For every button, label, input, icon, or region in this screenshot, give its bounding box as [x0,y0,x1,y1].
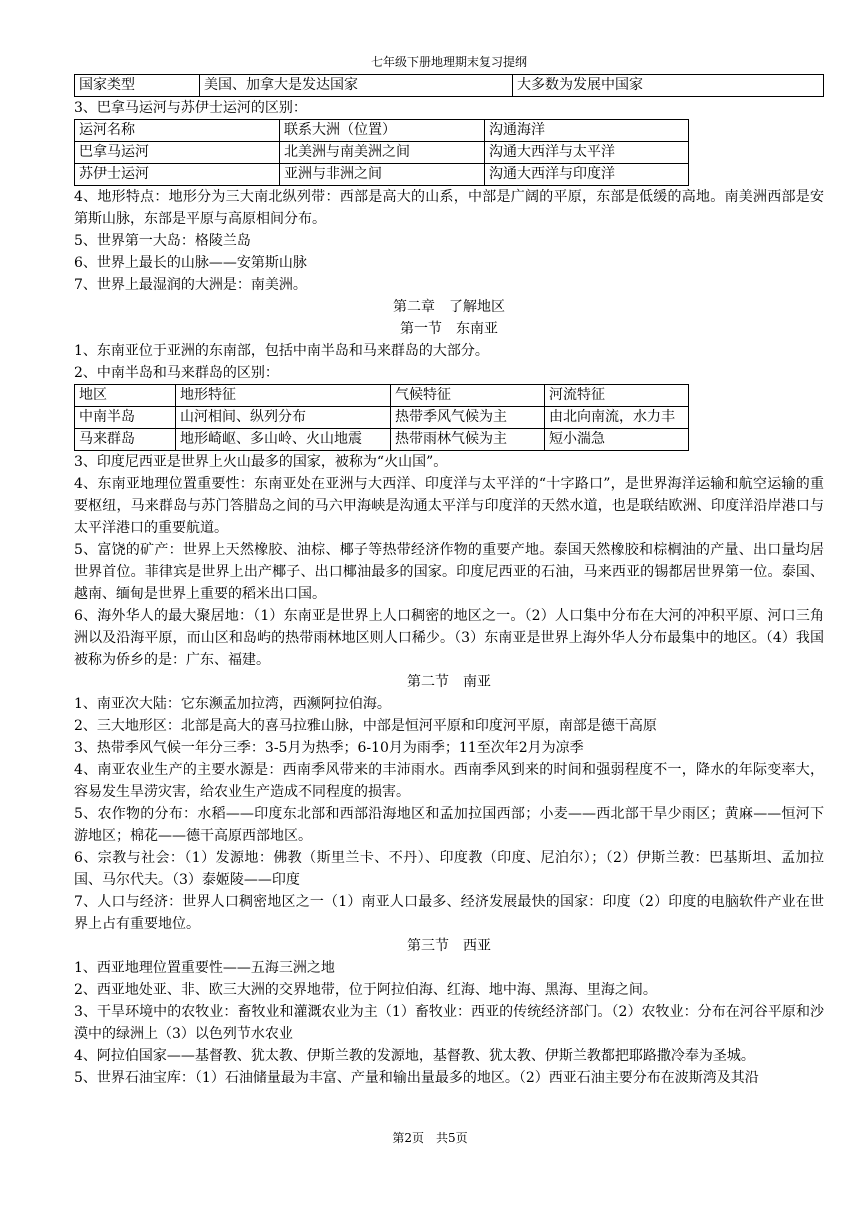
table-cell: 大多数为发展中国家 [513,75,824,97]
table-cell: 热带雨林气候为主 [391,429,545,451]
paragraph: 6、宗教与社会：（1）发源地：佛教（斯里兰卡、不丹）、印度教（印度、尼泊尔）；（2）伊斯兰教：巴基斯坦、孟加拉国、马尔代夫。（3）泰姬陵——印度 [74,850,824,888]
table-row [75,75,824,97]
table-cell: 地形崎岖、多山岭、火山地震 [176,429,391,451]
paragraph: 6、海外华人的最大聚居地：（1）东南亚是世界上人口稠密的地区之一。（2）人口集中分布在大河的冲积平原、河口三角洲以及沿海平原，而山区和岛屿的热带雨林地区则人口稀少。（3）东南亚是世界上海外华人分布最集中的地区。（4）我国被称为侨乡的是：广东、福建。 [74,608,824,668]
table-row [75,407,689,429]
table-cell: 中南半岛 [75,407,176,429]
section-title: 第一节 东南亚 [400,321,498,337]
paragraph: 4、阿拉伯国家——基督教、犹太教、伊斯兰教的发源地，基督教、犹太教、伊斯兰教都把耶路撒冷奉为圣城。 [74,1048,755,1064]
canal-table [74,119,689,186]
paragraph: 7、人口与经济：世界人口稠密地区之一（1）南亚人口最多、经济发展最快的国家：印度（2）印度的电脑软件产业在世界上占有重要地位。 [74,894,824,932]
paragraph: 2、西亚地处亚、非、欧三大洲的交界地带，位于阿拉伯海、红海、地中海、黑海、里海之间。 [74,982,657,998]
section-title: 第二节 南亚 [407,674,491,690]
table-header-cell: 地区 [75,385,176,407]
table-cell: 热带季风气候为主 [391,407,545,429]
paragraph: 1、西亚地理位置重要性——五海三洲之地 [74,960,335,976]
table-header-cell: 运河名称 [75,120,280,142]
paragraph: 5、世界石油宝库：（1）石油储量最为丰富、产量和输出量最多的地区。（2）西亚石油主要分布在波斯湾及其沿 [74,1070,759,1086]
paragraph: 7、世界上最湿润的大洲是：南美洲。 [74,277,307,293]
paragraph: 3、热带季风气候一年分三季：3-5月为热季；6-10月为雨季；11至次年2月为凉季 [74,740,584,756]
table-cell: 苏伊士运河 [75,164,280,186]
chapter-title: 第二章 了解地区 [393,299,505,315]
table-cell: 由北向南流，水力丰 [545,407,689,429]
table-header-cell: 联系大洲（位置） [280,120,485,142]
table-cell: 沟通大西洋与太平洋 [485,142,689,164]
table-cell: 山河相间、纵列分布 [176,407,391,429]
paragraph: 5、世界第一大岛：格陵兰岛 [74,233,251,249]
table-cell: 国家类型 [75,75,200,97]
paragraph: 1、东南亚位于亚洲的东南部，包括中南半岛和马来群岛的大部分。 [74,343,489,359]
table-header-cell: 河流特征 [545,385,689,407]
table-cell: 亚洲与非洲之间 [280,164,485,186]
paragraph: 3、印度尼西亚是世界上火山最多的国家，被称为“火山国”。 [74,454,448,470]
paragraph: 2、三大地形区：北部是高大的喜马拉雅山脉，中部是恒河平原和印度河平原，南部是德干高原 [74,718,657,734]
table-cell: 北美洲与南美洲之间 [280,142,485,164]
table-cell: 马来群岛 [75,429,176,451]
table-row [75,120,689,142]
table-cell: 巴拿马运河 [75,142,280,164]
paragraph: 3、干旱环境中的农牧业：畜牧业和灌溉农业为主（1）畜牧业：西亚的传统经济部门。（2）农牧业：分布在河谷平原和沙漠中的绿洲上（3）以色列节水农业 [74,1004,824,1042]
paragraph: 4、地形特点：地形分为三大南北纵列带：西部是高大的山系，中部是广阔的平原，东部是低缓的高地。南美洲西部是安第斯山脉，东部是平原与高原相间分布。 [74,189,824,227]
table-cell: 沟通大西洋与印度洋 [485,164,689,186]
paragraph: 4、南亚农业生产的主要水源是：西南季风带来的丰沛雨水。西南季风到来的时间和强弱程度不一，降水的年际变率大，容易发生旱涝灾害，给农业生产造成不同程度的损害。 [74,762,824,800]
table-header-cell: 气候特征 [391,385,545,407]
table-cell: 美国、加拿大是发达国家 [200,75,513,97]
section-title: 第三节 西亚 [407,938,491,954]
paragraph: 2、中南半岛和马来群岛的区别： [74,365,279,381]
paragraph: 5、农作物的分布：水稻——印度东北部和西部沿海地区和孟加拉国西部；小麦——西北部干旱少雨区；黄麻——恒河下游地区；棉花——德干高原西部地区。 [74,806,824,844]
paragraph: 3、巴拿马运河与苏伊士运河的区别： [74,100,307,116]
table-row [75,142,689,164]
country-type-table [74,74,824,97]
table-header-cell: 沟通海洋 [485,120,689,142]
document-page [74,52,824,1089]
table-row [75,164,689,186]
page-footer: 第2页 共5页 [392,1131,468,1145]
page-header: 七年级下册地理期末复习提纲 [370,55,527,69]
paragraph: 6、世界上最长的山脉——安第斯山脉 [74,255,307,271]
southeast-asia-table [74,384,689,451]
paragraph: 4、东南亚地理位置重要性：东南亚处在亚洲与大西洋、印度洋与太平洋的“十字路口”，是世界海洋运输和航空运输的重要枢纽，马来群岛与苏门答腊岛之间的马六甲海峡是沟通太平洋与印度洋的天然水道，也是联结欧洲、印度洋沿岸港口与太平洋港口的重要航道。 [74,476,824,536]
paragraph: 5、富饶的矿产：世界上天然橡胶、油棕、椰子等热带经济作物的重要产地。泰国天然橡胶和棕榈油的产量、出口量均居世界首位。菲律宾是世界上出产椰子、出口椰油最多的国家。印度尼西亚的石油，马来西亚的锡都居世界第一位。泰国、越南、缅甸是世界上重要的稻米出口国。 [74,542,824,602]
table-row [75,429,689,451]
table-header-cell: 地形特征 [176,385,391,407]
paragraph: 1、南亚次大陆：它东濒孟加拉湾，西濒阿拉伯海。 [74,696,391,712]
table-cell: 短小湍急 [545,429,689,451]
table-row [75,385,689,407]
